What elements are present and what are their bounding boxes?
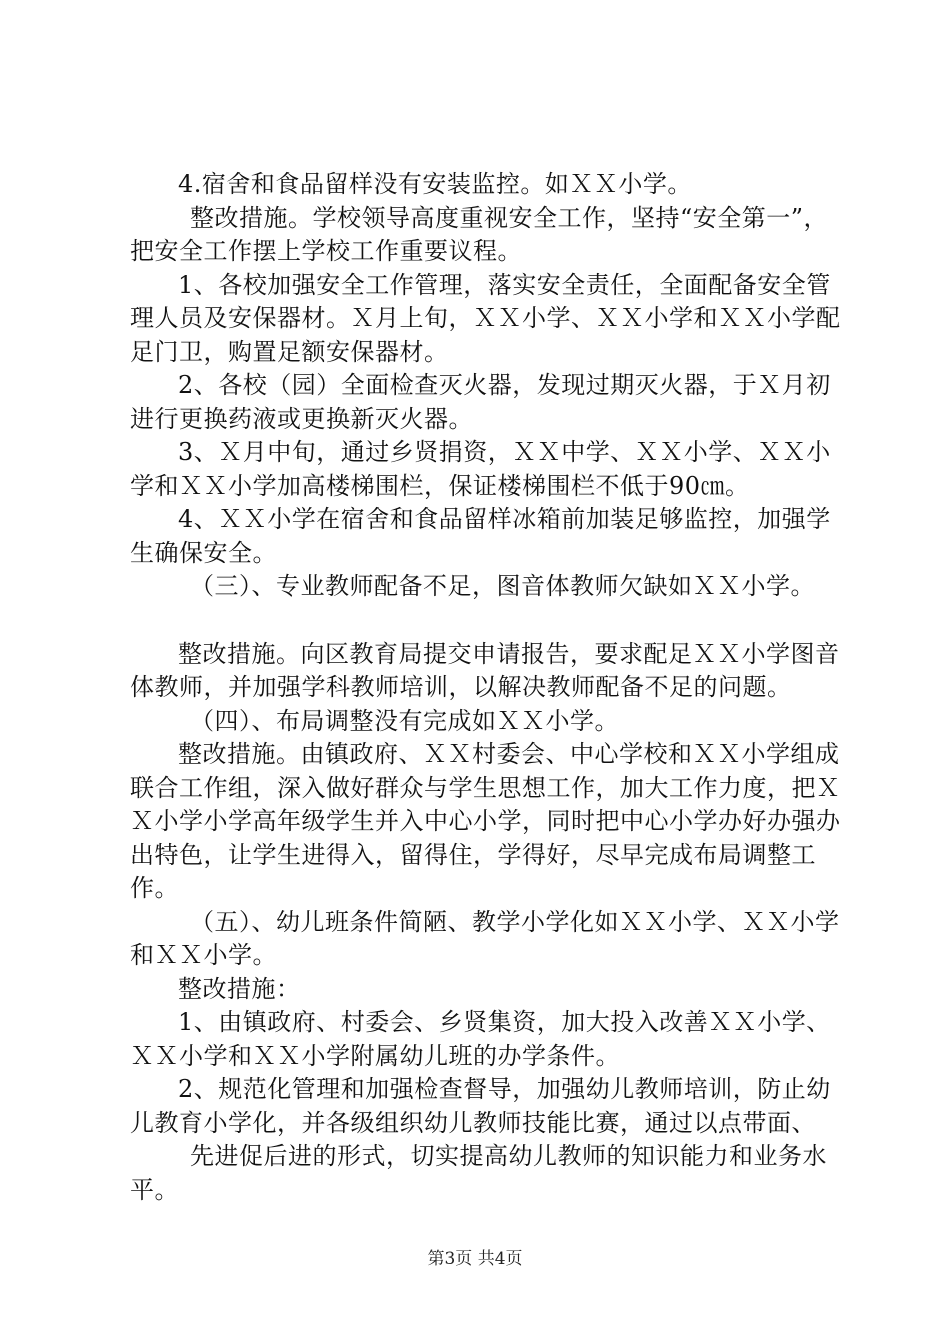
paragraph-9: 整改措施： (178, 974, 301, 1003)
paragraph-3: 1、各校加强安全工作管理，落实安全责任，全面配备安全管理人员及安保器材。Ｘ月上旬，ＸＸ小学、ＸＸ小学和ＸＸ小学配足门卫，购置足额安保器材。 (130, 270, 841, 366)
paragraph-5: 3、Ｘ月中旬，通过乡贤捐资，ＸＸ中学、ＸＸ小学、ＸＸ小学和ＸＸ小学加高楼梯围栏，保证楼梯围栏不低于90㎝。 (130, 438, 831, 500)
paragraph-11: 2、规范化管理和加强检查督导，加强幼儿教师培训，防止幼儿教育小学化，并各级组织幼儿教师技能比赛，通过以点带面、 (130, 1075, 831, 1137)
paragraph-6: 4、ＸＸ小学在宿舍和食品留样冰箱前加装足够监控，加强学生确保安全。 (130, 505, 831, 567)
section-heading-4: （四）、布局调整没有完成如ＸＸ小学。 (190, 706, 619, 735)
section-heading-5: （五）、幼儿班条件简陋、教学小学化如ＸＸ小学、ＸＸ小学和ＸＸ小学。 (130, 907, 840, 969)
section-heading-3: （三）、专业教师配备不足，图音体教师欠缺如ＸＸ小学。 (190, 572, 815, 600)
page-footer: 第3页 共4页 (427, 1249, 523, 1269)
paragraph-12: 先进促后进的形式，切实提高幼儿教师的知识能力和业务水平。 (130, 1142, 827, 1204)
paragraph-7: 整改措施。向区教育局提交申请报告，要求配足ＸＸ小学图音体教师，并加强学科教师培训，以解决教师配备不足的问题。 (130, 639, 840, 701)
paragraph-2: 整改措施。学校领导高度重视安全工作，坚持“安全第一”，把安全工作摆上学校工作重要议程。 (130, 203, 829, 265)
paragraph-10: 1、由镇政府、村委会、乡贤集资，加大投入改善ＸＸ小学、ＸＸ小学和ＸＸ小学附属幼儿班的办学条件。 (130, 1008, 831, 1070)
paragraph-4: 2、各校（园）全面检查灭火器，发现过期灭火器，于Ｘ月初进行更换药液或更换新灭火器。 (130, 371, 831, 433)
paragraph-1: 4.宿舍和食品留样没有安装监控。如ＸＸ小学。 (178, 170, 692, 198)
document-body (130, 168, 850, 1207)
paragraph-8: 整改措施。由镇政府、ＸＸ村委会、中心学校和ＸＸ小学组成联合工作组，深入做好群众与学生思想工作，加大工作力度，把ＸＸ小学小学高年级学生并入中心小学，同时把中心小学办好办强办出特色，让学生进得入，留得住，学得好，尽早完成布局调整工作。 (130, 740, 841, 902)
